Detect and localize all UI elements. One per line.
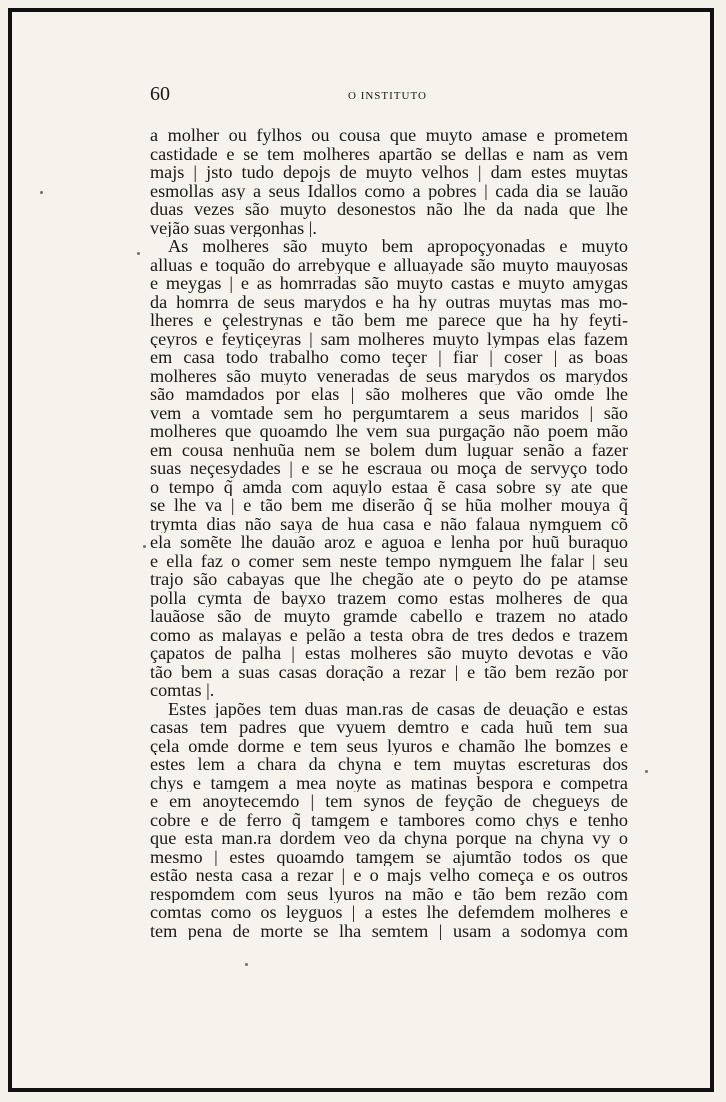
text-line: lauãose são de muyto gramde cabello e trazem no atado	[150, 607, 628, 626]
text-line: tem pena de morte se lha semtem | usam a sodomya com	[150, 921, 628, 940]
text-line: çapatos de palha | estas molheres são muyto devotas e vão	[150, 644, 628, 663]
text-line: comtas |.	[150, 681, 215, 700]
text-line: a molher ou fylhos ou cousa que muyto amase e prometem	[150, 126, 628, 145]
text-line: cobre e de ferro q̃ tamgem e tambores como chys e tenho	[150, 810, 628, 829]
text-line: e em anoytecemdo | tem synos de feyção de chegueys de	[150, 792, 628, 811]
text-line: duas vezes são muyto desonestos não lhe da nada que lhe	[150, 200, 628, 219]
text-line: trajo são cabayas que lhe chegão ate o peyto do pe atamse	[150, 570, 628, 589]
text-line: çela omde dorme e tem seus lyuros e chamão lhe bomzes e	[150, 736, 628, 755]
text-line: em cousa nenhuũa nem se bolem dum luguar senão a fazer	[150, 440, 628, 459]
paragraph-start-line: Estes japões tem duas man.ras de casas de deuação e estas	[168, 699, 628, 718]
scan-speck	[137, 252, 140, 255]
text-line: comtas como os leyguos | a estes lhe defemdem molheres e	[150, 903, 628, 922]
text-line: e ella faz o comer sem neste tempo nymguem lhe falar | seu	[150, 551, 628, 570]
text-line: que esta man.ra dordem veo da chyna porque na chyna vy o	[150, 829, 628, 848]
scan-speck	[143, 545, 146, 548]
text-line: trymta dias não saya de hua casa e não falaua nymguem cõ	[150, 514, 628, 533]
text-line: ela somẽte lhe dauão aroz e aguoa e lenha por huũ buraquo	[150, 533, 628, 552]
paragraph-start-line: As molheres são muyto bem apropoçyonadas e muyto	[168, 237, 628, 256]
text-line: alluas e toquão do arrebyque e alluayade são muyto mauyosas	[150, 255, 628, 274]
scan-speck	[645, 770, 648, 773]
text-line: respomdem com seus lyuros na mão e tão bem rezão com	[150, 884, 628, 903]
scan-speck	[245, 963, 248, 966]
running-title: O INSTITUTO	[348, 90, 427, 102]
page-number: 60	[150, 83, 170, 105]
text-line: lheres e çelestrynas e tão bem me parece que ha hy feyti-	[150, 311, 628, 330]
text-line: estes lem a chara da chyna e tem muytas escreturas dos	[150, 755, 628, 774]
body-text	[150, 126, 628, 940]
text-line: molheres que quoamdo lhe vem sua purgação não poem mão	[150, 422, 628, 441]
text-line: da homrra de seus marydos e ha hy outras muytas mas mo-	[150, 292, 628, 311]
page-header	[150, 84, 630, 108]
scan-speck	[40, 191, 43, 194]
text-line: se lhe va | e tão bem me diserão q̃ se hũa molher mouya q̃	[150, 496, 628, 515]
text-line: vejão suas vergonhas |.	[150, 218, 317, 237]
text-line: polla cymta de bayxo trazem como estas molheres de qua	[150, 588, 628, 607]
text-line: estão nesta casa a rezar | e o majs velho começa e os outros	[150, 866, 628, 885]
text-line: castidade e se tem molheres apartão se dellas e nam as vem	[150, 144, 628, 163]
text-line: suas neçesydades | e se he escraua ou moça de servyço todo	[150, 459, 628, 478]
text-line: majs | jsto tudo depojs de muyto velhos | dam estes muytas	[150, 163, 628, 182]
text-line: e meygas | e as homrradas são muyto castas e muyto amygas	[150, 274, 628, 293]
text-line: casas tem padres que vyuem demtro e cada huũ tem sua	[150, 718, 628, 737]
text-line: o tempo q̃ amda com aquylo estaa ẽ casa sobre sy ate que	[150, 477, 628, 496]
text-line: chys e tamgem a mea noyte as matinas bespora e competra	[150, 773, 628, 792]
text-line: em casa todo trabalho como teçer | fiar | coser | as boas	[150, 348, 628, 367]
text-line: çeyros e feytiçeyras | sam molheres muyto lympas elas fazem	[150, 329, 628, 348]
text-line: tão bem a suas casas doração a rezar | e tão bem rezão por	[150, 662, 628, 681]
text-line: mesmo | estes quoamdo tamgem se ajumtão todos os que	[150, 847, 628, 866]
text-line: molheres são muyto veneradas de seus marydos os marydos	[150, 366, 628, 385]
text-line: vem a vomtade sem ho pergumtarem a seus maridos | são	[150, 403, 628, 422]
text-line: são mamdados por elas | são molheres que vão omde lhe	[150, 385, 628, 404]
text-line: esmollas asy a seus Idallos como a pobres | cada dia se lauão	[150, 181, 628, 200]
text-line: como as malayas e pelão a testa obra de tres dedos e trazem	[150, 625, 628, 644]
